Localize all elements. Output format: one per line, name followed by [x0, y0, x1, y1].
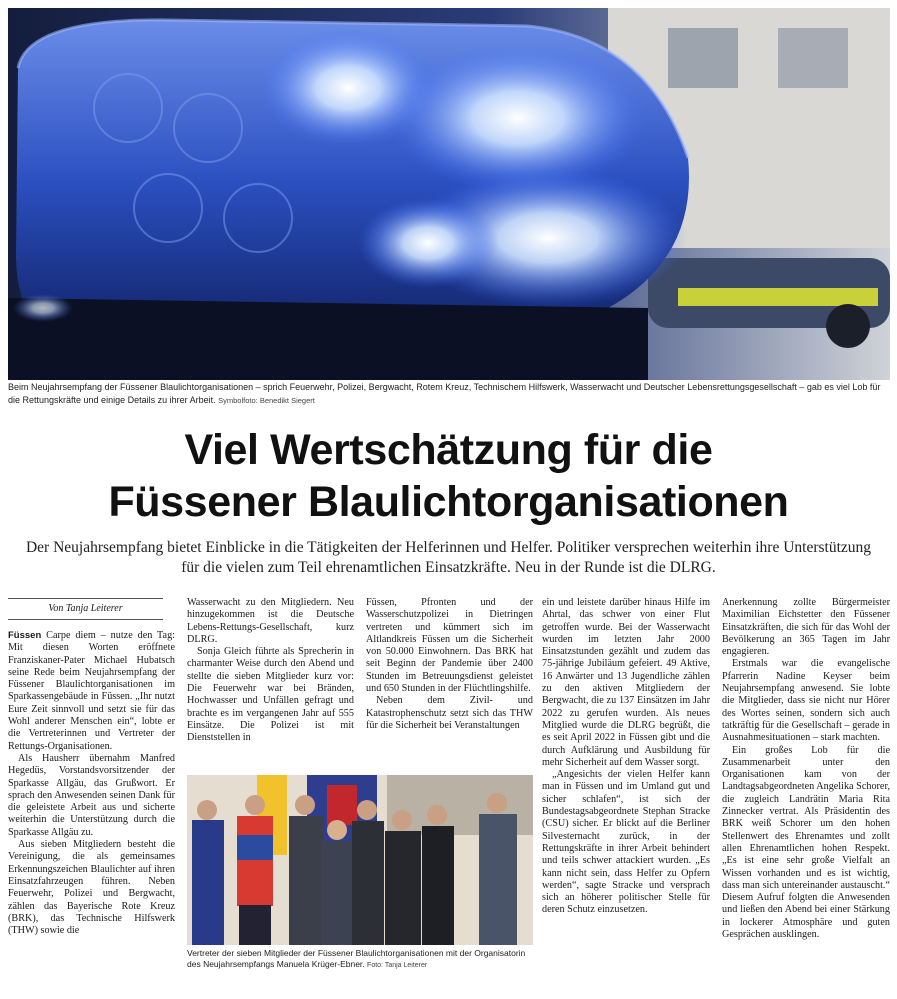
group-photo-caption — [187, 948, 533, 971]
article-headline — [0, 424, 897, 528]
group-photo — [187, 775, 533, 945]
hero-photo-credit: Symbolfoto: Benedikt Siegert — [218, 396, 315, 405]
paragraph: ein und leistete darüber hinaus Hilfe im Ahrtal, das schwer von einer Flut getroffen wurde. Bei der Wasserwacht wurden im letzten Jahr 2000 Einsatzstunden gezählt und zudem das 75-jährige Jubiläum gefeiert. 49 Aktive, 16 Anwärter und 13 Jugendliche zählen zu den aktiven Mitgliedern der Bergwacht, die zu 137 Einsätzen im Jahr 2022 zu gerufen wurden. Als neues Mitglied wurde die DLRG begrüßt, die es seit April 2022 in Füssen gibt und die durch Aufklärung und Ausbildung für mehr Sicherheit auf dem Wasser sorgt. — [542, 597, 710, 768]
paragraph: Anerkennung zollte Bürgermeister Maximilian Eichstetter den Füssener Einsatzkräften, die sich für das Wohl der Bevölkerung an 365 Tagen im Jahr engagieren. — [722, 597, 890, 658]
byline-rule-top — [8, 598, 163, 599]
paragraph-text: Carpe diem – nutze den Tag: Mit diesen Worten eröffnete Franziskaner-Pater Michael Hubatsch seine Rede beim Neujahrsempfang der Füssener Blaulichtorganisationen im Sparkassengebäude in Füssen. „Ihr nutzt Eure Zeit sinnvoll und setzt sie für das Wohl anderer Menschen ein“, lobte er die Vertreterinnen und Vertreter der Rettungs-Organisationen. — [8, 630, 175, 752]
group-caption-text: Vertreter der sieben Mitglieder der Füssener Blaulichtorganisationen mit der Organisatorin des Neujahrsempfangs Manuela Krüger-Ebner. — [187, 948, 526, 969]
headline-line-2: Füssener Blaulichtorganisationen — [108, 478, 789, 526]
article-column-2 — [187, 597, 354, 747]
hero-caption-text: Beim Neujahrsempfang der Füssener Blaulichtorganisationen – sprich Feuerwehr, Polizei, Bergwacht, Rotem Kreuz, Technischem Hilfswerk, Wasserwacht und Deutscher Lebensrettungsgesellschaft – gab es viel Lob für die Rettungskräfte und einige Details zu ihrer Arbeit. — [8, 382, 881, 405]
paragraph: Sonja Gleich führte als Sprecherin in charmanter Weise durch den Abend und stellte die sieben Mitglieder kurz vor: Die Feuerwehr war bei Bränden, Hochwasser und Unfällen gefragt und brachte es im vergangenen Jahr auf 555 Einsätze. Die Polizei ist mit Dienststellen in — [187, 646, 354, 744]
headline-line-1: Viel Wertschätzung für die — [184, 426, 713, 474]
hero-caption — [8, 381, 890, 407]
group-photo-credit: Foto: Tanja Leiterer — [367, 962, 428, 969]
paragraph: Erstmals war die evangelische Pfarrerin Nadine Keyser beim Neujahrsempfang anwesend. Sie lobte die Mitglieder, dass sie nicht nur Hörer des Wortes seinen, sondern sich auch tatkräftig für die Gesellschaft – gerade in Ausnahmesituationen – stark machten. — [722, 658, 890, 744]
byline-rule-bottom — [8, 619, 163, 620]
article-column-3 — [366, 597, 533, 747]
dateline: Füssen — [8, 630, 42, 641]
group-illustration — [187, 775, 533, 945]
article-subhead: Der Neujahrsempfang bietet Einblicke in die Tätigkeiten der Helferinnen und Helfer. Politiker versprechen weiterhin ihre Unterstützung für die vielen zum Teil ehrenamtlichen Einsatzkräfte. Neu in der Runde ist die DLRG. — [25, 539, 872, 576]
article-column-5 — [722, 597, 890, 992]
paragraph: Als Hausherr übernahm Manfred Hegedüs, Vorstandsvorsitzender der Sparkasse Allgäu, das Grußwort. Er sprach den Anwesenden seinen Dank für die geleistete Arbeit aus und sicherte weiterhin die Unterstützung durch die Sparkasse Allgäu zu. — [8, 752, 175, 838]
paragraph: „Angesichts der vielen Helfer kann man in Füssen und im Umland gut und sicher schlafen“, ist sich der Bundestagsabgeordnete Stephan Stracke (CSU) sicher. Er blickt auf die Berliner Silvesternacht zurück, in der Rettungskräfte in ihrer Arbeit behindert und teils schwer attackiert wurden. „Es kann nicht sein, dass Helfer zu Opfern werden“, sagte Stracke und versprach sich an höherer politischer Stelle für deren Schutz einzusetzen. — [542, 769, 710, 916]
paragraph: Ein großes Lob für die Zusammenarbeit unter den Organisationen kam von der Landtagsabgeordneten Angelika Schorer, die zugleich Landrätin Maria Rita Zinnecker vertrat. Als Präsidentin des BRK weiß Schorer um den hohen Stellenwert des Ehrenamtes und zollt allen Ehrenamtlichen hohen Respekt. „Es ist eine sehr große Vielfalt an Wissen vorhanden und es ist wichtig, dass man sich untereinander austauscht.“ Diesem Aufruf folgten die Anwesenden und ließen den Abend bei einer Stärkung in lockerer Atmosphäre und guten Gesprächen ausklingen. — [722, 744, 890, 941]
paragraph — [8, 630, 175, 753]
paragraph: Aus sieben Mitgliedern besteht die Vereinigung, die als gemeinsames Erkennungszeichen Blaulichter auf ihren Einsatzfahrzeugen führen. Neben Feuerwehr, Polizei und Bergwacht, zählen das Bayerische Rote Kreuz (BRK), das Technische Hilfswerk (THW) sowie die — [8, 839, 175, 937]
article-column-4 — [542, 597, 710, 992]
hero-photo — [8, 8, 890, 380]
paragraph: Wasserwacht zu den Mitgliedern. Neu hinzugekommen ist die Deutsche Lebens-Rettungs-Gesellschaft, kurz DLRG. — [187, 597, 354, 645]
blue-light-illustration — [8, 8, 890, 380]
paragraph: Füssen, Pfronten und der Wasserschutzpolizei in Dietringen vertreten und kümmert sich im Altlandkreis Füssen um die Sicherheit von 50.000 Einwohnern. Das BRK hat seit Beginn der Pandemie über 2400 Stunden im Betreuungsdienst geleistet und 650 Stunden in der Flüchtlingshilfe. — [366, 597, 533, 695]
article-column-1 — [8, 630, 175, 992]
byline: Von Tanja Leiterer — [48, 603, 123, 614]
paragraph: Neben dem Zivil- und Katastrophenschutz setzt sich das THW für die Sicherheit bei Veranstaltungen — [366, 695, 533, 731]
